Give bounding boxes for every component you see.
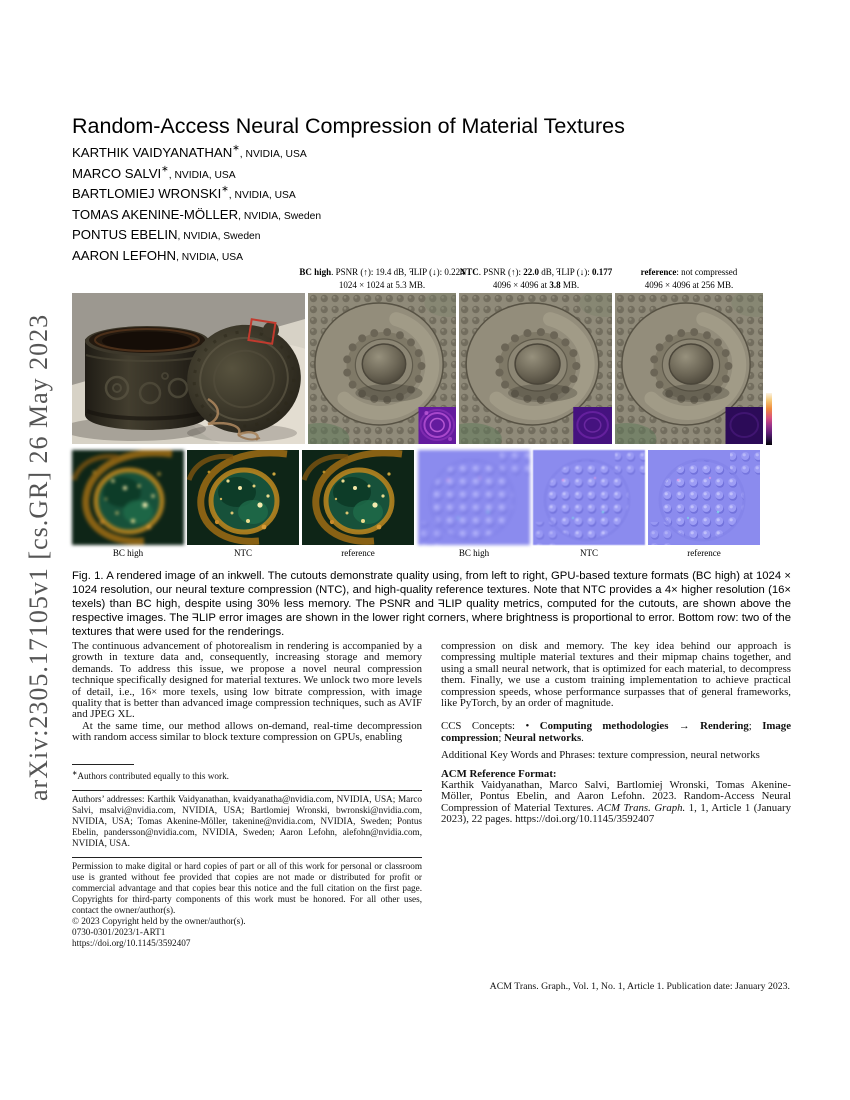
flip-error-inset [419,407,456,444]
divider-rule [72,857,422,858]
bottom-label: BC high [458,548,490,558]
diffuse-texture-reference-image [302,450,414,545]
author-row [72,164,321,185]
keywords: Additional Key Words and Phrases: texture compression, neural networks [441,749,760,762]
author-equal-contribution-mark: ∗ [232,142,240,153]
panel-caption-line: 4096 × 4096 at 3.8 MB. [492,279,580,290]
author-affiliation: , NVIDIA, USA [176,251,244,263]
flip-error-inset [726,407,763,444]
left-column [72,641,422,949]
bottom-label: NTC [580,548,598,558]
author-name: PONTUS EBELIN [72,227,178,242]
footnote-mark: ∗ [72,769,78,777]
acm-reference-heading: ACM Reference Format: [441,767,557,780]
cutout-ntc-image [459,293,612,444]
footnote [72,768,422,782]
divider-rule [72,790,422,791]
inkwell-render-image [72,293,305,444]
cutout-reference-image [615,293,763,444]
ccs-concepts: CCS Concepts: • Computing methodologies → Rendering; Image compression; Neural networks. [441,720,791,744]
author-affiliation: , NVIDIA, Sweden [238,210,322,222]
author-row [72,246,321,267]
diffuse-texture-bc-high-image [72,450,184,545]
abstract-paragraph: At the same time, our method allows on-demand, real-time decompression with random access similar to block texture compression on GPUs, enabling [72,719,422,744]
acm-reference: Karthik Vaidyanathan, Marco Salvi, Bartlomiej Wronski, Tomas Akenine-Möller, Pontus Ebelin, and Aaron Lefohn. 2023. Random-Access Neural Compression of Material Textures. ACM Trans. Graph. 1, 1, Article 1 (January 2023), 22 pages. https://doi.org/10.1145/3592407 [441,779,791,826]
flip-error-colorbar [766,393,772,445]
page-footer: ACM Trans. Graph., Vol. 1, No. 1, Article 1. Publication date: January 2023. [489,981,790,992]
author-equal-contribution-mark: ∗ [161,163,169,174]
paper-title: Random-Access Neural Compression of Material Textures [72,114,625,139]
bottom-label: reference [341,548,375,558]
bottom-label: BC high [112,548,144,558]
author-name: AARON LEFOHN [72,247,177,263]
doi-link[interactable]: https://doi.org/10.1145/3592407 [72,937,191,948]
author-affiliation: , NVIDIA, USA [168,169,236,181]
body-paragraph: compression on disk and memory. The key idea behind our approach is compressing multiple material textures and their mipmap chains together, and using a small neural network, that is optimized for each material, to decompress them. Finally, we use a custom training implementation to achieve practical compression speeds, whose performance surpasses that of general frameworks, like PyTorch, by an order of magnitude. [441,640,791,710]
author-row [72,205,321,226]
author-affiliation: , NVIDIA, Sweden [177,231,261,242]
author-equal-contribution-mark: ∗ [221,183,229,194]
authors-addresses: Authors’ addresses: Karthik Vaidyanathan, kvaidyanatha@nvidia.com, NVIDIA, USA; Marco Salvi, msalvi@nvidia.com, NVIDIA, USA; Bartlomiej Wronski, bwronski@nvidia.com, NVIDIA, USA; Tomas Akenine-Möller, takenine@nvidia.com, NVIDIA, Sweden; Pontus Ebelin, pandersson@nvidia.com, NVIDIA, Sweden; Aaron Lefohn, alefohn@nvidia.com, NVIDIA, USA. [72,793,422,848]
panel-caption-line: BC high. PSNR (↑): 19.4 dB, FLIP (↓): 0.224 [299,267,465,277]
diffuse-texture-ntc-image [187,450,299,545]
author-affiliation: , NVIDIA, USA [228,190,296,201]
author-list [72,143,321,266]
footnote-rule [72,764,134,765]
author-row [72,184,321,205]
right-column [441,641,791,826]
normal-map-reference-image [648,450,760,545]
copyright-line: © 2023 Copyright held by the owner/author(s). [72,915,246,926]
bottom-label: reference [687,548,721,558]
abstract-paragraph: The continuous advancement of photorealism in rendering is accompanied by a growth in texture data and, consequently, increasing storage and memory demands. To address this issue, we propose a novel neural compression technique specifically designed for material textures. We unlock two more levels of detail, i.e., 16× more texels, using low bitrate compression, with image quality that is better than advanced image compression techniques, such as AVIF and JPEG XL. [72,640,422,721]
panel-caption-line: 1024 × 1024 at 5.3 MB. [338,279,426,290]
issn-line: 0730-0301/2023/1-ART1 [72,926,166,937]
author-name: MARCO SALVI [72,165,162,181]
figure-caption: Fig. 1. A rendered image of an inkwell. The cutouts demonstrate quality using, from left to right, GPU-based texture formats (BC high) at 1024 × 1024 resolution, our neural texture compression (NTC), and high-quality reference textures. Note that NTC provides a 4× higher resolution (16× texels) than BC high, despite using 30% less memory. The PSNR and FLIP quality metrics, computed for the cutouts, are shown above the respective images. The FLIP error images are shown in the lower right corners, where brightness is proportional to error. Bottom row: two of the textures that were used for the renderings. [72,570,791,638]
author-name: BARTLOMIEJ WRONSKI [72,186,222,201]
normal-map-ntc-image [533,450,645,545]
bottom-label: NTC [234,548,252,558]
arxiv-watermark: arXiv:2305.17105v1 [cs.GR] 26 May 2023 [24,313,53,801]
normal-map-bc-high-image [418,450,530,545]
author-affiliation: , NVIDIA, USA [239,149,307,160]
flip-error-inset [573,407,612,444]
footnote-text: Authors contributed equally to this work. [77,770,229,781]
panel-caption-line: 4096 × 4096 at 256 MB. [644,279,734,290]
author-row [72,143,321,164]
author-name: KARTHIK VAIDYANATHAN [72,145,233,160]
panel-caption-line: reference: not compressed [640,267,738,277]
author-name: TOMAS AKENINE-MÖLLER [72,206,239,222]
panel-caption-line: NTC. PSNR (↑): 22.0 dB, FLIP (↓): 0.177 [459,267,613,277]
panel-caption-reference [594,266,784,291]
author-row [72,225,321,246]
permission-notice: Permission to make digital or hard copies of part or all of this work for personal or classroom use is granted without fee provided that copies are not made or distributed for profit or commercial advantage and that copies bear this notice and the full citation on the first page. Copyrights for third-party components of this work must be honored. For all other uses, contact the owner/author(s). [72,860,422,915]
cutout-bc-high-image [308,293,456,444]
